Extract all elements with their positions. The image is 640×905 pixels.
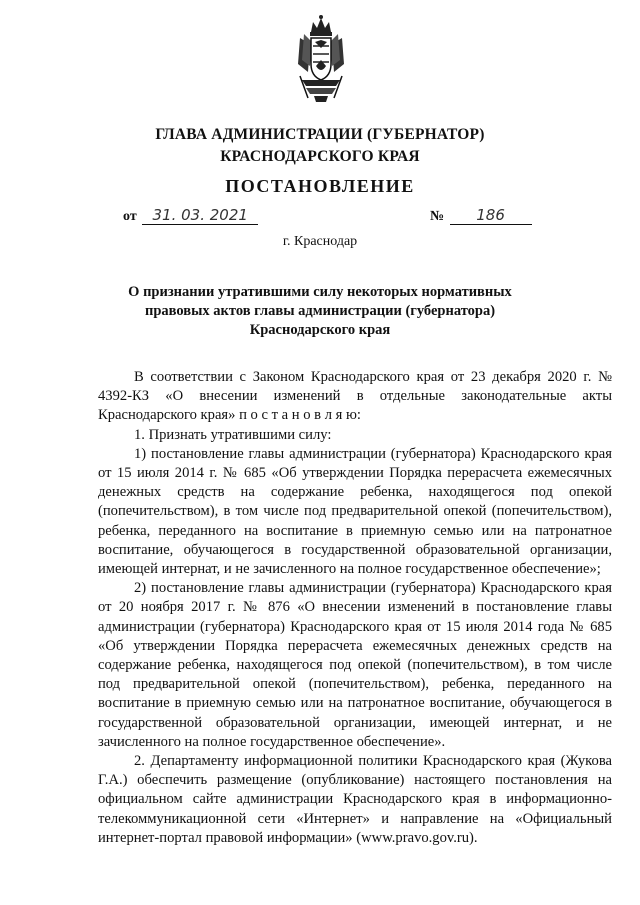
subject-line-1: О признании утратившими силу некоторых нормативных [128, 284, 512, 300]
coat-of-arms-icon [296, 14, 346, 104]
authority-line-2: КРАСНОДАРСКОГО КРАЯ [220, 148, 420, 165]
date-prefix: от [123, 209, 137, 224]
paragraph-item-1-1: 1) постановление главы администрации (губернатора) Краснодарского края от 15 июля 2014 г. № 685 «Об утверждении Порядка перерасчета ежемесячных денежных средств на содержание ребенка, находящегося под опекой (попечительством), в том числе под предварительной опекой (попечительством), ребенка, переданного на воспитание в приемную семью или на патронатное воспитание, обучающегося в государственной образовательной организации, имеющей интернат, и не зачисленного на полное государственное обеспечение»; [98, 445, 612, 578]
document-subject [100, 283, 540, 340]
authority-line-1: ГЛАВА АДМИНИСТРАЦИИ (ГУБЕРНАТОР) [155, 126, 485, 143]
date-value: 31. 03. 2021 [142, 206, 258, 225]
subject-line-3: Краснодарского края [249, 322, 391, 338]
doc-type: ПОСТАНОВЛЕНИЕ [225, 176, 415, 196]
document-body [98, 368, 612, 848]
authority-title [0, 124, 640, 168]
number-value: 186 [450, 206, 532, 225]
number-row [430, 206, 532, 225]
city: г. Краснодар [282, 234, 358, 249]
paragraph-item-1: 1. Признать утратившими силу: [134, 426, 332, 443]
date-row [123, 206, 258, 225]
paragraph-item-1-2: 2) постановление главы администрации (губернатора) Краснодарского края от 20 ноября 2017 г. № 876 «О внесении изменений в постановление главы администрации (губернатора) Краснодарского края от 15 июля 2014 года № 685 «Об утверждении Порядка перерасчета ежемесячных денежных средств на содержание ребенка, находящегося под опекой (попечительством), в том числе под предварительной опекой (попечительством), ребенка, переданного на воспитание в приемную семью или на патронатное воспитание, обучающегося в государственной образовательной организации, имеющей интернат, и не зачисленного на полное государственное обеспечение». [98, 580, 612, 750]
subject-line-2: правовых актов главы администрации (губернатора) [144, 303, 496, 319]
paragraph-preamble: В соответствии с Законом Краснодарского края от 23 декабря 2020 г. № 4392-КЗ «О внесении изменений в отдельные законодательные акты Краснодарского края» п о с т а н о в л я ю: [98, 369, 612, 424]
paragraph-item-2: 2. Департаменту информационной политики Краснодарского края (Жукова Г.А.) обеспечить размещение (опубликование) настоящего постановления на официальном сайте администрации Краснодарского края в информационно-телекоммуникационной сети «Интернет» и направление на «Официальный интернет-портал правовой информации» (www.pravo.gov.ru). [98, 753, 612, 846]
number-prefix: № [430, 209, 445, 224]
